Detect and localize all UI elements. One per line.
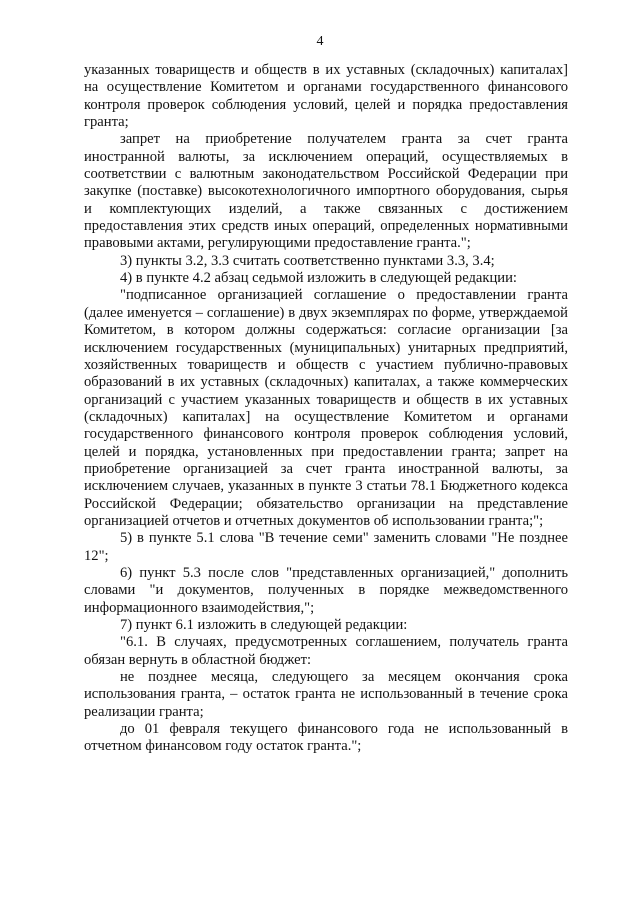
paragraph-2: запрет на приобретение получателем гранта за счет гранта иностранной валюты, за исключением операций, осуществляемых в соответствии с валютным законодательством Российской Федерации при закупке (поставке) высокотехнологичного импортного оборудования, сырья и комплектующих изделий, а также связанных с достижением предоставления этих средств иных операций, определенных нормативными правовыми актами, регулирующими предоставление гранта."; [84, 131, 568, 252]
paragraph-6: 5) в пункте 5.1 слова "В течение семи" заменить словами "Не позднее 12"; [84, 530, 568, 564]
paragraph-9: "6.1. В случаях, предусмотренных соглашением, получатель гранта обязан вернуть в областной бюджет: [84, 634, 568, 668]
paragraph-5: "подписанное организацией соглашение о предоставлении гранта (далее именуется – соглашение) в двух экземплярах по форме, утверждаемой Комитетом, в котором должны содержаться: согласие организации [за исключением государственных (муниципальных) унитарных предприятий, хозяйственных товариществ и обществ с участием публично-правовых образований в их уставных (складочных) капиталах, а также коммерческих организаций с участием указанных товариществ и обществ в их уставных (складочных) капиталах] на осуществление Комитетом и органами государственного финансового контроля проверок соблюдения условий, целей и порядка, установленных при предоставлении гранта; запрет на приобретение организацией за счет гранта иностранной валюты, за исключением случаев, указанных в пункте 3 статьи 78.1 Бюджетного кодекса Российской Федерации; обязательство организации на представление организацией отчетов и отчетных документов об использовании гранта;"; [84, 287, 568, 529]
document-body [84, 62, 568, 756]
paragraph-10: не позднее месяца, следующего за месяцем окончания срока использования гранта, – остаток гранта не использованный в течение срока реализации гранта; [84, 669, 568, 720]
paragraph-1: указанных товариществ и обществ в их уставных (складочных) капиталах] на осуществление Комитетом и органами государственного финансового контроля проверок соблюдения условий, целей и порядка предоставления гранта; [84, 62, 568, 131]
paragraph-4: 4) в пункте 4.2 абзац седьмой изложить в следующей редакции: [120, 270, 517, 287]
paragraph-11: до 01 февраля текущего финансового года не использованный в отчетном финансовом году остаток гранта."; [84, 721, 568, 755]
paragraph-8: 7) пункт 6.1 изложить в следующей редакции: [120, 617, 408, 633]
paragraph-7: 6) пункт 5.3 после слов "представленных организацией," дополнить словами "и документов, полученных в порядке межведомственного информационного взаимодействия,"; [84, 564, 568, 616]
paragraph-3: 3) пункты 3.2, 3.3 считать соответственно пунктами 3.3, 3.4; [120, 252, 495, 269]
page-number: 4 [316, 34, 324, 49]
